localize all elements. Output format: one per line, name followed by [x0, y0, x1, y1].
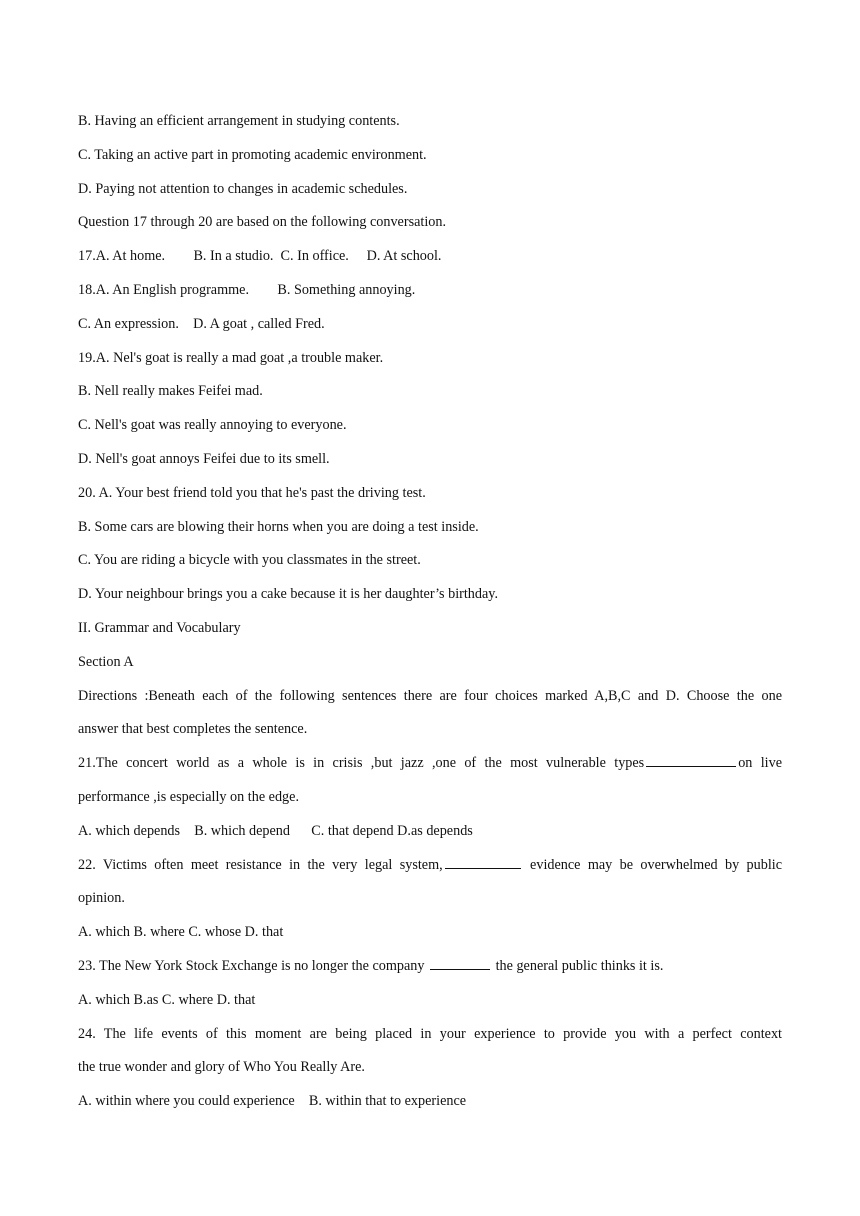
section-heading: II. Grammar and Vocabulary: [78, 619, 241, 636]
question-21-line: [78, 747, 782, 781]
text-line: B. Having an efficient arrangement in studying contents.: [78, 113, 400, 129]
options-line: A. which B.as C. where D. that: [78, 991, 256, 1008]
question-23-tail: the general public thinks it is.: [492, 957, 664, 974]
text-line: performance ,is especially on the edge.: [78, 788, 299, 805]
text-line: C. An expression. D. A goat , called Fred.: [78, 315, 325, 332]
text-line: 18.A. An English programme. B. Something annoying.: [78, 281, 416, 298]
text-line: 20. A. Your best friend told you that he's past the driving test.: [78, 484, 426, 501]
text-line: C. Taking an active part in promoting academic environment.: [78, 146, 427, 163]
options-line: A. which B. where C. whose D. that: [78, 924, 284, 941]
options-line: A. which depends B. which depend C. that depend D.as depends: [78, 822, 473, 839]
text-line: opinion.: [78, 890, 125, 907]
text-line: B. Some cars are blowing their horns when you are doing a test inside.: [78, 518, 479, 535]
question-22-tail: evidence may be overwhelmed by public: [530, 856, 783, 873]
text-line: D. Your neighbour brings you a cake because it is her daughter’s birthday.: [78, 586, 499, 603]
directions-line: answer that best completes the sentence.: [78, 721, 308, 738]
text-line: C. You are riding a bicycle with you classmates in the street.: [78, 552, 421, 569]
text-line: 19.A. Nel's goat is really a mad goat ,a trouble maker.: [78, 349, 384, 366]
directions-line: Directions :Beneath each of the following sentences there are four choices marked A,B,C and D. Choose the one: [78, 687, 782, 704]
question-21-tail: on live: [738, 755, 782, 772]
question-23-line: [78, 950, 782, 984]
text-line: D. Paying not attention to changes in academic schedules.: [78, 180, 408, 197]
question-21-text: 21.The concert world as a whole is in crisis ,but jazz ,one of the most vulnerable types: [78, 755, 645, 772]
question-23-text: 23. The New York Stock Exchange is no longer the company: [78, 957, 429, 974]
options-line: A. within where you could experience B. within that to experience: [78, 1093, 467, 1110]
text-line: 17.A. At home. B. In a studio. C. In office. D. At school.: [78, 248, 442, 265]
text-line: the true wonder and glory of Who You Really Are.: [78, 1059, 365, 1076]
answer-blank: [430, 955, 490, 970]
text-line: C. Nell's goat was really annoying to everyone.: [78, 417, 347, 434]
question-24-line: 24. The life events of this moment are being placed in your experience to provide you with a perfect context: [78, 1025, 782, 1042]
question-22-line: [78, 849, 782, 883]
text-line: Question 17 through 20 are based on the following conversation.: [78, 214, 447, 231]
section-subheading: Section A: [78, 653, 134, 670]
answer-blank: [445, 854, 521, 869]
text-line: B. Nell really makes Feifei mad.: [78, 383, 263, 400]
question-22-text: 22. Victims often meet resistance in the very legal system,: [78, 856, 443, 873]
answer-blank: [646, 752, 736, 767]
text-line: D. Nell's goat annoys Feifei due to its smell.: [78, 450, 330, 467]
document-page: [78, 105, 782, 1119]
